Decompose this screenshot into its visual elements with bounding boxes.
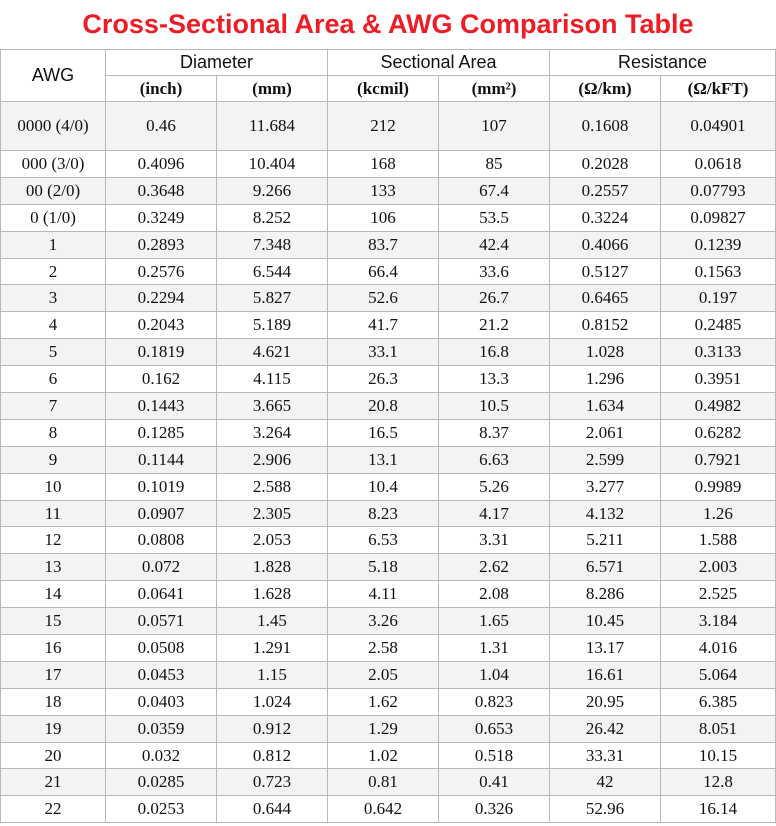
table-row — [1, 661, 776, 688]
table-row — [1, 769, 776, 796]
awg-cell: 15 — [1, 608, 106, 635]
area-mm2-cell: 1.04 — [439, 661, 550, 688]
area-kcmil-cell: 3.26 — [328, 608, 439, 635]
table-row — [1, 393, 776, 420]
table-row — [1, 339, 776, 366]
resistance-km-cell: 6.571 — [550, 554, 661, 581]
diameter-mm-cell: 9.266 — [217, 177, 328, 204]
awg-cell: 4 — [1, 312, 106, 339]
awg-table — [0, 49, 776, 823]
awg-cell: 00 (2/0) — [1, 177, 106, 204]
table-row — [1, 177, 776, 204]
area-kcmil-cell: 168 — [328, 151, 439, 178]
diameter-mm-cell: 6.544 — [217, 258, 328, 285]
diameter-mm-cell: 7.348 — [217, 231, 328, 258]
diameter-inch-cell: 0.0641 — [106, 581, 217, 608]
area-kcmil-cell: 13.1 — [328, 446, 439, 473]
awg-cell: 3 — [1, 285, 106, 312]
diameter-mm-cell: 2.588 — [217, 473, 328, 500]
awg-cell: 1 — [1, 231, 106, 258]
diameter-inch-cell: 0.1819 — [106, 339, 217, 366]
resistance-km-cell: 13.17 — [550, 635, 661, 662]
diameter-inch-cell: 0.2576 — [106, 258, 217, 285]
awg-cell: 19 — [1, 715, 106, 742]
area-mm2-cell: 3.31 — [439, 527, 550, 554]
resistance-km-cell: 1.296 — [550, 366, 661, 393]
area-mm2-cell: 1.31 — [439, 635, 550, 662]
area-kcmil-cell: 6.53 — [328, 527, 439, 554]
awg-cell: 7 — [1, 393, 106, 420]
table-row — [1, 285, 776, 312]
resistance-kft-cell: 0.197 — [661, 285, 776, 312]
resistance-kft-cell: 6.385 — [661, 688, 776, 715]
table-row — [1, 231, 776, 258]
area-mm2-cell: 26.7 — [439, 285, 550, 312]
resistance-km-cell: 1.028 — [550, 339, 661, 366]
resistance-km-cell: 20.95 — [550, 688, 661, 715]
awg-cell: 22 — [1, 796, 106, 823]
area-kcmil-cell: 212 — [328, 102, 439, 151]
resistance-km-cell: 0.6465 — [550, 285, 661, 312]
area-mm2-cell: 0.41 — [439, 769, 550, 796]
area-mm2-cell: 16.8 — [439, 339, 550, 366]
area-kcmil-cell: 133 — [328, 177, 439, 204]
table-row — [1, 608, 776, 635]
area-mm2-cell: 0.823 — [439, 688, 550, 715]
table-row — [1, 527, 776, 554]
diameter-inch-cell: 0.46 — [106, 102, 217, 151]
area-group-header: Sectional Area — [328, 50, 550, 76]
diameter-inch-cell: 0.072 — [106, 554, 217, 581]
resistance-kft-cell: 1.588 — [661, 527, 776, 554]
resistance-km-cell: 33.31 — [550, 742, 661, 769]
area-mm2-cell: 21.2 — [439, 312, 550, 339]
awg-cell: 6 — [1, 366, 106, 393]
diameter-inch-cell: 0.1144 — [106, 446, 217, 473]
awg-cell: 11 — [1, 500, 106, 527]
resistance-kft-cell: 0.07793 — [661, 177, 776, 204]
table-row — [1, 500, 776, 527]
area-kcmil-cell: 52.6 — [328, 285, 439, 312]
awg-cell: 16 — [1, 635, 106, 662]
area-kcmil-cell: 5.18 — [328, 554, 439, 581]
area-kcmil-cell: 83.7 — [328, 231, 439, 258]
area-kcmil-cell: 1.29 — [328, 715, 439, 742]
table-row — [1, 258, 776, 285]
area-kcmil-cell: 2.58 — [328, 635, 439, 662]
resistance-kft-cell: 0.0618 — [661, 151, 776, 178]
resistance-km-cell: 5.211 — [550, 527, 661, 554]
area-kcmil-cell: 0.642 — [328, 796, 439, 823]
resistance-kft-cell: 2.003 — [661, 554, 776, 581]
table-row — [1, 204, 776, 231]
diameter-inch-cell: 0.2043 — [106, 312, 217, 339]
diameter-inch-cell: 0.0359 — [106, 715, 217, 742]
diameter-mm-cell: 1.45 — [217, 608, 328, 635]
resistance-km-cell: 16.61 — [550, 661, 661, 688]
diameter-mm-cell: 5.189 — [217, 312, 328, 339]
resistance-km-cell: 0.8152 — [550, 312, 661, 339]
resistance-kft-cell: 16.14 — [661, 796, 776, 823]
area-mm2-cell: 42.4 — [439, 231, 550, 258]
resistance-kft-cell: 10.15 — [661, 742, 776, 769]
resistance-kft-cell: 3.184 — [661, 608, 776, 635]
diameter-inch-cell: 0.0453 — [106, 661, 217, 688]
resistance-km-cell: 1.634 — [550, 393, 661, 420]
resistance-kft-cell: 0.1563 — [661, 258, 776, 285]
awg-cell: 20 — [1, 742, 106, 769]
awg-column-header: AWG — [1, 50, 106, 102]
unit-mm-header: (mm) — [217, 76, 328, 102]
diameter-mm-cell: 1.628 — [217, 581, 328, 608]
area-kcmil-cell: 26.3 — [328, 366, 439, 393]
diameter-inch-cell: 0.2294 — [106, 285, 217, 312]
table-header — [1, 50, 776, 102]
area-mm2-cell: 6.63 — [439, 446, 550, 473]
table-row — [1, 312, 776, 339]
resistance-kft-cell: 8.051 — [661, 715, 776, 742]
diameter-inch-cell: 0.1019 — [106, 473, 217, 500]
table-row — [1, 419, 776, 446]
resistance-kft-cell: 0.3951 — [661, 366, 776, 393]
area-mm2-cell: 0.518 — [439, 742, 550, 769]
table-row — [1, 151, 776, 178]
awg-cell: 14 — [1, 581, 106, 608]
diameter-mm-cell: 3.665 — [217, 393, 328, 420]
area-mm2-cell: 10.5 — [439, 393, 550, 420]
resistance-km-cell: 42 — [550, 769, 661, 796]
area-kcmil-cell: 106 — [328, 204, 439, 231]
awg-cell: 2 — [1, 258, 106, 285]
resistance-km-cell: 2.599 — [550, 446, 661, 473]
table-row — [1, 581, 776, 608]
diameter-mm-cell: 8.252 — [217, 204, 328, 231]
table-row — [1, 688, 776, 715]
unit-kcmil-header: (kcmil) — [328, 76, 439, 102]
area-mm2-cell: 2.62 — [439, 554, 550, 581]
awg-cell: 13 — [1, 554, 106, 581]
area-mm2-cell: 2.08 — [439, 581, 550, 608]
table-body — [1, 102, 776, 823]
table-row — [1, 796, 776, 823]
diameter-inch-cell: 0.032 — [106, 742, 217, 769]
resistance-km-cell: 10.45 — [550, 608, 661, 635]
resistance-kft-cell: 0.04901 — [661, 102, 776, 151]
diameter-inch-cell: 0.0508 — [106, 635, 217, 662]
area-mm2-cell: 0.653 — [439, 715, 550, 742]
table-row — [1, 102, 776, 151]
table-row — [1, 635, 776, 662]
area-kcmil-cell: 1.02 — [328, 742, 439, 769]
diameter-mm-cell: 5.827 — [217, 285, 328, 312]
diameter-inch-cell: 0.0403 — [106, 688, 217, 715]
awg-cell: 21 — [1, 769, 106, 796]
page-title: Cross-Sectional Area & AWG Comparison Table — [82, 9, 694, 39]
unit-ohm-km-header: (Ω/km) — [550, 76, 661, 102]
resistance-kft-cell: 5.064 — [661, 661, 776, 688]
resistance-km-cell: 4.132 — [550, 500, 661, 527]
diameter-mm-cell: 3.264 — [217, 419, 328, 446]
diameter-inch-cell: 0.3648 — [106, 177, 217, 204]
diameter-mm-cell: 0.723 — [217, 769, 328, 796]
table-row — [1, 473, 776, 500]
area-kcmil-cell: 33.1 — [328, 339, 439, 366]
resistance-km-cell: 52.96 — [550, 796, 661, 823]
resistance-km-cell: 2.061 — [550, 419, 661, 446]
table-row — [1, 446, 776, 473]
table-row — [1, 366, 776, 393]
area-kcmil-cell: 1.62 — [328, 688, 439, 715]
awg-cell: 5 — [1, 339, 106, 366]
diameter-inch-cell: 0.1285 — [106, 419, 217, 446]
awg-cell: 12 — [1, 527, 106, 554]
resistance-km-cell: 3.277 — [550, 473, 661, 500]
diameter-inch-cell: 0.4096 — [106, 151, 217, 178]
unit-ohm-kft-header: (Ω/kFT) — [661, 76, 776, 102]
diameter-inch-cell: 0.3249 — [106, 204, 217, 231]
resistance-km-cell: 26.42 — [550, 715, 661, 742]
diameter-mm-cell: 11.684 — [217, 102, 328, 151]
resistance-kft-cell: 12.8 — [661, 769, 776, 796]
area-kcmil-cell: 4.11 — [328, 581, 439, 608]
resistance-kft-cell: 0.1239 — [661, 231, 776, 258]
diameter-mm-cell: 1.024 — [217, 688, 328, 715]
diameter-mm-cell: 4.621 — [217, 339, 328, 366]
unit-mm2-header: (mm²) — [439, 76, 550, 102]
area-mm2-cell: 33.6 — [439, 258, 550, 285]
diameter-inch-cell: 0.0907 — [106, 500, 217, 527]
resistance-km-cell: 0.2557 — [550, 177, 661, 204]
area-kcmil-cell: 10.4 — [328, 473, 439, 500]
resistance-kft-cell: 0.2485 — [661, 312, 776, 339]
table-row — [1, 554, 776, 581]
diameter-group-header: Diameter — [106, 50, 328, 76]
area-mm2-cell: 4.17 — [439, 500, 550, 527]
diameter-mm-cell: 2.906 — [217, 446, 328, 473]
area-kcmil-cell: 41.7 — [328, 312, 439, 339]
resistance-km-cell: 0.2028 — [550, 151, 661, 178]
area-mm2-cell: 0.326 — [439, 796, 550, 823]
resistance-km-cell: 0.1608 — [550, 102, 661, 151]
diameter-inch-cell: 0.0253 — [106, 796, 217, 823]
diameter-mm-cell: 2.305 — [217, 500, 328, 527]
table-row — [1, 742, 776, 769]
area-mm2-cell: 5.26 — [439, 473, 550, 500]
awg-cell: 9 — [1, 446, 106, 473]
awg-cell: 8 — [1, 419, 106, 446]
resistance-kft-cell: 0.09827 — [661, 204, 776, 231]
resistance-kft-cell: 1.26 — [661, 500, 776, 527]
diameter-mm-cell: 1.291 — [217, 635, 328, 662]
awg-cell: 0000 (4/0) — [1, 102, 106, 151]
area-mm2-cell: 53.5 — [439, 204, 550, 231]
resistance-kft-cell: 0.3133 — [661, 339, 776, 366]
diameter-mm-cell: 1.828 — [217, 554, 328, 581]
awg-cell: 10 — [1, 473, 106, 500]
area-mm2-cell: 107 — [439, 102, 550, 151]
resistance-kft-cell: 4.016 — [661, 635, 776, 662]
area-kcmil-cell: 20.8 — [328, 393, 439, 420]
resistance-km-cell: 0.4066 — [550, 231, 661, 258]
resistance-group-header: Resistance — [550, 50, 776, 76]
area-mm2-cell: 8.37 — [439, 419, 550, 446]
diameter-inch-cell: 0.2893 — [106, 231, 217, 258]
area-mm2-cell: 1.65 — [439, 608, 550, 635]
awg-cell: 17 — [1, 661, 106, 688]
unit-inch-header: (inch) — [106, 76, 217, 102]
area-kcmil-cell: 66.4 — [328, 258, 439, 285]
area-mm2-cell: 67.4 — [439, 177, 550, 204]
diameter-mm-cell: 2.053 — [217, 527, 328, 554]
resistance-kft-cell: 0.9989 — [661, 473, 776, 500]
diameter-mm-cell: 1.15 — [217, 661, 328, 688]
awg-cell: 18 — [1, 688, 106, 715]
resistance-kft-cell: 0.7921 — [661, 446, 776, 473]
area-kcmil-cell: 8.23 — [328, 500, 439, 527]
resistance-km-cell: 0.5127 — [550, 258, 661, 285]
resistance-kft-cell: 2.525 — [661, 581, 776, 608]
diameter-inch-cell: 0.0808 — [106, 527, 217, 554]
resistance-km-cell: 0.3224 — [550, 204, 661, 231]
diameter-inch-cell: 0.162 — [106, 366, 217, 393]
diameter-inch-cell: 0.0571 — [106, 608, 217, 635]
diameter-mm-cell: 4.115 — [217, 366, 328, 393]
diameter-inch-cell: 0.1443 — [106, 393, 217, 420]
resistance-kft-cell: 0.4982 — [661, 393, 776, 420]
area-mm2-cell: 13.3 — [439, 366, 550, 393]
area-mm2-cell: 85 — [439, 151, 550, 178]
area-kcmil-cell: 16.5 — [328, 419, 439, 446]
diameter-inch-cell: 0.0285 — [106, 769, 217, 796]
diameter-mm-cell: 0.644 — [217, 796, 328, 823]
resistance-kft-cell: 0.6282 — [661, 419, 776, 446]
resistance-km-cell: 8.286 — [550, 581, 661, 608]
awg-cell: 000 (3/0) — [1, 151, 106, 178]
area-kcmil-cell: 0.81 — [328, 769, 439, 796]
awg-cell: 0 (1/0) — [1, 204, 106, 231]
area-kcmil-cell: 2.05 — [328, 661, 439, 688]
diameter-mm-cell: 0.812 — [217, 742, 328, 769]
diameter-mm-cell: 10.404 — [217, 151, 328, 178]
diameter-mm-cell: 0.912 — [217, 715, 328, 742]
table-row — [1, 715, 776, 742]
